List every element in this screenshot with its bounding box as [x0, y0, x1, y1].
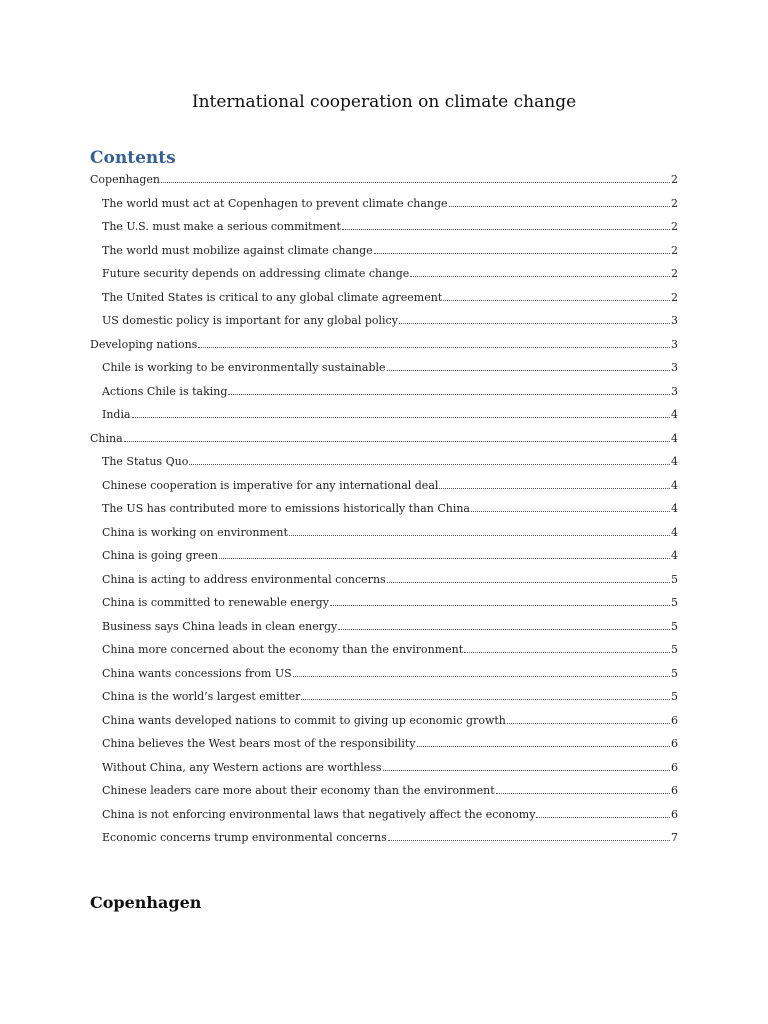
- toc-dot-leader: [293, 676, 670, 677]
- toc-entry-label: The US has contributed more to emissions historically than China: [102, 502, 470, 515]
- toc-entry-page-number: 3: [671, 384, 678, 398]
- toc-dot-leader: [132, 417, 670, 418]
- toc-entry-page-number: 4: [671, 408, 678, 421]
- toc-entry-page-number: 6: [671, 760, 678, 774]
- toc-entry[interactable]: [102, 573, 678, 587]
- toc-entry-page-number: 4: [671, 525, 678, 539]
- toc-entry-page-number: 4: [671, 502, 678, 515]
- toc-entry-label: India: [102, 408, 131, 421]
- toc-entry[interactable]: [102, 549, 678, 563]
- toc-entry-label: China: [90, 431, 123, 445]
- toc-entry-page-number: 6: [671, 713, 678, 727]
- toc-entry-label: The Status Quo: [102, 455, 189, 468]
- toc-entry-label: China is committed to renewable energy: [102, 596, 329, 609]
- toc-entry-label: Business says China leads in clean energy: [102, 619, 338, 633]
- toc-entry-label: Actions Chile is taking: [102, 384, 228, 398]
- toc-entry[interactable]: [102, 620, 678, 634]
- toc-dot-leader: [219, 558, 670, 559]
- toc-dot-leader: [228, 394, 670, 395]
- toc-dot-leader: [338, 629, 670, 630]
- toc-entry[interactable]: [102, 596, 678, 610]
- toc-entry[interactable]: [90, 173, 678, 187]
- toc-entry-label: The U.S. must make a serious commitment: [102, 220, 341, 233]
- toc-entry[interactable]: [102, 385, 678, 399]
- toc-entry[interactable]: [102, 291, 678, 305]
- toc-entry-page-number: 4: [671, 431, 678, 445]
- toc-entry-page-number: 4: [671, 549, 678, 562]
- toc-dot-leader: [198, 347, 670, 348]
- toc-entry[interactable]: [102, 479, 678, 493]
- toc-entry-label: China is acting to address environmental concerns: [102, 572, 386, 586]
- toc-entry[interactable]: [102, 408, 678, 422]
- toc-entry[interactable]: [102, 737, 678, 751]
- toc-entry[interactable]: [102, 667, 678, 681]
- toc-entry[interactable]: [102, 267, 678, 281]
- toc-dot-leader: [439, 488, 670, 489]
- toc-entry-page-number: 5: [671, 643, 678, 656]
- toc-entry-label: China believes the West bears most of the responsibility: [102, 737, 416, 750]
- toc-entry-label: China is not enforcing environmental laws that negatively affect the economy: [102, 807, 536, 821]
- toc-dot-leader: [124, 441, 670, 442]
- toc-entry-page-number: 2: [671, 290, 678, 304]
- toc-entry-label: Developing nations: [90, 337, 198, 351]
- toc-dot-leader: [387, 582, 670, 583]
- toc-entry-page-number: 3: [671, 337, 678, 351]
- toc-dot-leader: [536, 817, 670, 818]
- toc-entry-label: Without China, any Western actions are worthless: [102, 760, 382, 774]
- section-heading: Copenhagen: [90, 893, 202, 912]
- toc-dot-leader: [464, 652, 670, 653]
- toc-entry-page-number: 5: [671, 666, 678, 680]
- toc-entry-label: China wants developed nations to commit to giving up economic growth: [102, 713, 506, 727]
- toc-entry[interactable]: [102, 455, 678, 469]
- toc-entry-label: Chinese leaders care more about their economy than the environment: [102, 784, 495, 797]
- toc-dot-leader: [330, 605, 670, 606]
- toc-entry-page-number: 5: [671, 690, 678, 703]
- toc-entry-label: China more concerned about the economy than the environment: [102, 643, 464, 656]
- toc-entry[interactable]: [102, 643, 678, 657]
- toc-dot-leader: [342, 229, 670, 230]
- toc-entry[interactable]: [102, 784, 678, 798]
- toc-entry-page-number: 5: [671, 596, 678, 609]
- toc-entry-label: China is the world’s largest emitter: [102, 690, 301, 703]
- toc-entry-page-number: 2: [671, 220, 678, 233]
- toc-entry[interactable]: [102, 502, 678, 516]
- toc-dot-leader: [443, 300, 670, 301]
- toc-dot-leader: [301, 699, 670, 700]
- toc-dot-leader: [417, 746, 671, 747]
- toc-dot-leader: [161, 182, 670, 183]
- toc-entry-page-number: 2: [671, 267, 678, 280]
- toc-entry-page-number: 6: [671, 784, 678, 797]
- toc-entry-page-number: 5: [671, 572, 678, 586]
- toc-entry-label: Copenhagen: [90, 173, 160, 186]
- toc-entry-page-number: 2: [671, 196, 678, 210]
- toc-dot-leader: [289, 535, 670, 536]
- toc-entry-page-number: 3: [671, 314, 678, 327]
- toc-entry-label: US domestic policy is important for any global policy: [102, 314, 398, 327]
- toc-entry[interactable]: [102, 714, 678, 728]
- toc-dot-leader: [449, 206, 670, 207]
- toc-entry[interactable]: [102, 314, 678, 328]
- toc-entry-label: Chinese cooperation is imperative for any international deal: [102, 478, 439, 492]
- toc-entry-page-number: 2: [671, 173, 678, 186]
- toc-entry-label: China is going green: [102, 549, 219, 562]
- toc-entry[interactable]: [102, 197, 678, 211]
- toc-entry-label: The world must act at Copenhagen to prevent climate change: [102, 196, 448, 210]
- toc-entry[interactable]: [102, 220, 678, 234]
- toc-entry-page-number: 6: [671, 737, 678, 750]
- toc-entry-page-number: 2: [671, 243, 678, 257]
- toc-entry-label: The United States is critical to any global climate agreement: [102, 290, 443, 304]
- toc-dot-leader: [387, 370, 670, 371]
- toc-entry-page-number: 5: [671, 619, 678, 633]
- toc-entry-page-number: 6: [671, 807, 678, 821]
- toc-dot-leader: [374, 253, 670, 254]
- toc-entry[interactable]: [102, 808, 678, 822]
- toc-entry-page-number: 3: [671, 361, 678, 374]
- toc-entry-label: China is working on environment: [102, 525, 288, 539]
- toc-entry[interactable]: [102, 361, 678, 375]
- toc-entry[interactable]: [102, 761, 678, 775]
- toc-dot-leader: [410, 276, 670, 277]
- toc-entry-page-number: 4: [671, 478, 678, 492]
- toc-entry[interactable]: [102, 831, 678, 845]
- toc-dot-leader: [507, 723, 670, 724]
- document-title: International cooperation on climate change: [191, 92, 577, 112]
- toc-entry-page-number: 7: [671, 831, 678, 844]
- toc-entry-label: Economic concerns trump environmental concerns: [102, 831, 387, 844]
- toc-entry[interactable]: [102, 690, 678, 704]
- toc-dot-leader: [399, 323, 670, 324]
- toc-entry[interactable]: [102, 244, 678, 258]
- toc-dot-leader: [383, 770, 670, 771]
- toc-entry-page-number: 4: [671, 455, 678, 468]
- toc-entry[interactable]: [90, 432, 678, 446]
- contents-heading: Contents: [90, 148, 176, 168]
- toc-entry-label: China wants concessions from US: [102, 666, 292, 680]
- toc-entry-label: Chile is working to be environmentally sustainable: [102, 361, 386, 374]
- toc-dot-leader: [471, 511, 670, 512]
- toc-entry-label: Future security depends on addressing climate change: [102, 267, 410, 280]
- toc-entry[interactable]: [102, 526, 678, 540]
- toc-dot-leader: [496, 793, 670, 794]
- toc-dot-leader: [189, 464, 670, 465]
- toc-entry[interactable]: [90, 338, 678, 352]
- toc-dot-leader: [388, 840, 670, 841]
- toc-entry-label: The world must mobilize against climate change: [102, 243, 373, 257]
